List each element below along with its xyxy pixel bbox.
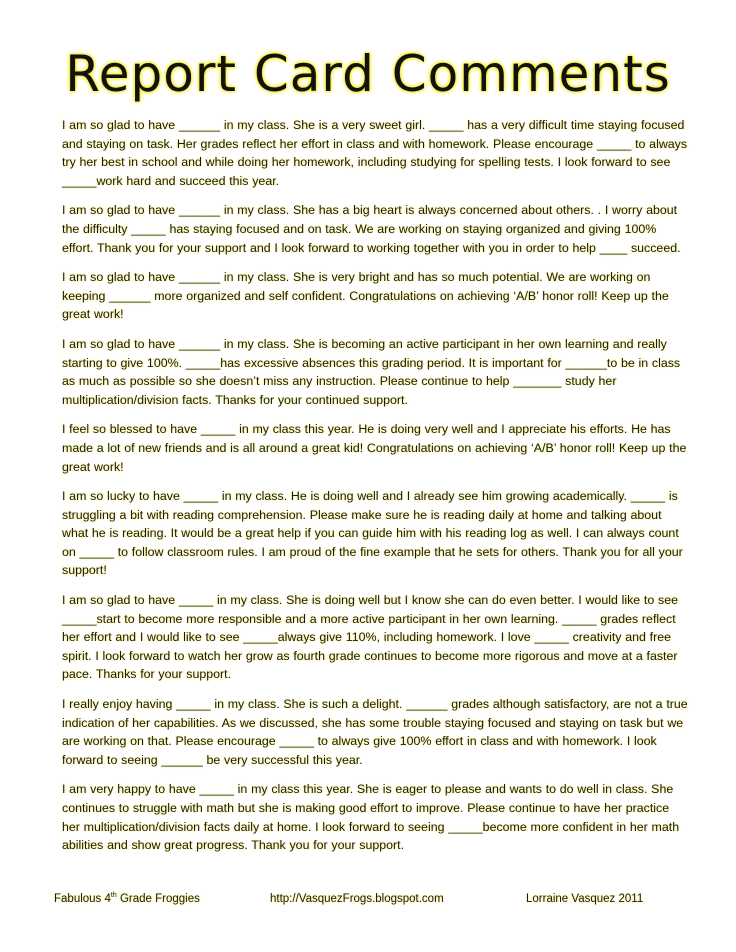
comment-paragraph: I am so glad to have ______ in my class. She is becoming an active participant in her own learning and really starting to give 100%. _____has excessive absences this grading period. It is important for ______to be in class as much as possible so she doesn’t miss any instruction. Please continue to help _______ study her multiplication/division facts. Thanks for your continued support. [62,336,681,407]
comment-paragraph: I am so glad to have ______ in my class. She is a very sweet girl. _____ has a very difficult time staying focused and staying on task. Her grades reflect her effort in class and with homework. Please encourage _____ to always try her best in school and while doing her homework, including studying for spelling tests. I look forward to see _____work hard and succeed this year. [62,118,688,188]
footer-blog-name-sup: th [110,892,117,900]
comment-paragraph: I am so glad to have _____ in my class. She is doing well but I know she can do even better. I would like to see _____start to become more responsible and a more active participant in her own learning. _____ grades reflect her effort and I would like to see _____always give 110%, including homework. I love _____ creativity and free spirit. I look forward to watch her grow as fourth grade continues to become more rigorous and move at a faster pace. Thanks for your support. [62,593,678,682]
comment-paragraph: I am so glad to have ______ in my class. She has a big heart is always concerned about others. . I worry about the difficulty _____ has staying focused and on task. We are working on staying organized and giving 100% effort. Thank you for your support and I look forward to working together with you in order to help ____ succeed. [62,203,681,255]
footer-blog-url[interactable]: http://VasquezFrogs.blogspot.com [270,893,444,905]
footer-blog-name-prefix: Fabulous 4 [54,893,111,905]
comment-paragraph: I am very happy to have _____ in my class this year. She is eager to please and wants to do well in class. She continues to struggle with math but she is making good effort to improve. Please continue to have her practice her multiplication/division facts daily at home. I look forward to seeing _____become more confident in her math abilities and show great progress. Thank you for your support. [62,782,680,853]
page-footer [54,890,694,908]
comments-list [62,116,688,866]
comment-paragraph: I really enjoy having _____ in my class. She is such a delight. ______ grades although satisfactory, are not a true indication of her capabilities. As we discussed, she has some trouble staying focused and staying on task but we are working on that. Please encourage _____ to always give 100% effort in class and with homework. I look forward to seeing ______ be very successful this year. [62,697,688,767]
comment-paragraph: I am so lucky to have _____ in my class. He is doing well and I already see him growing academically. _____ is struggling a bit with reading comprehension. Please make sure he is reading daily at home and talking about what he is reading. It would be a great help if you can guide him with his reading log as well. I can always count on _____ to follow classroom rules. I am proud of the fine example that he sets for others. Thank you for all your support! [62,489,683,578]
footer-blog-name [54,890,200,908]
comment-paragraph: I feel so blessed to have _____ in my class this year. He is doing very well and I appreciate his efforts. He has made a lot of new friends and is all around a great kid! Congratulations on achieving ‘A/B’ honor roll! Keep up the great work! [62,422,687,474]
footer-blog-name-suffix: Grade Froggies [116,893,200,905]
footer-credit: Lorraine Vasquez 2011 [526,893,644,905]
page-title: Report Card Comments [65,45,671,103]
comment-paragraph: I am so glad to have ______ in my class. She is very bright and has so much potential. We are working on keeping ______ more organized and self confident. Congratulations on achieving ‘A/B’ honor roll! Keep up the great work! [62,270,669,322]
